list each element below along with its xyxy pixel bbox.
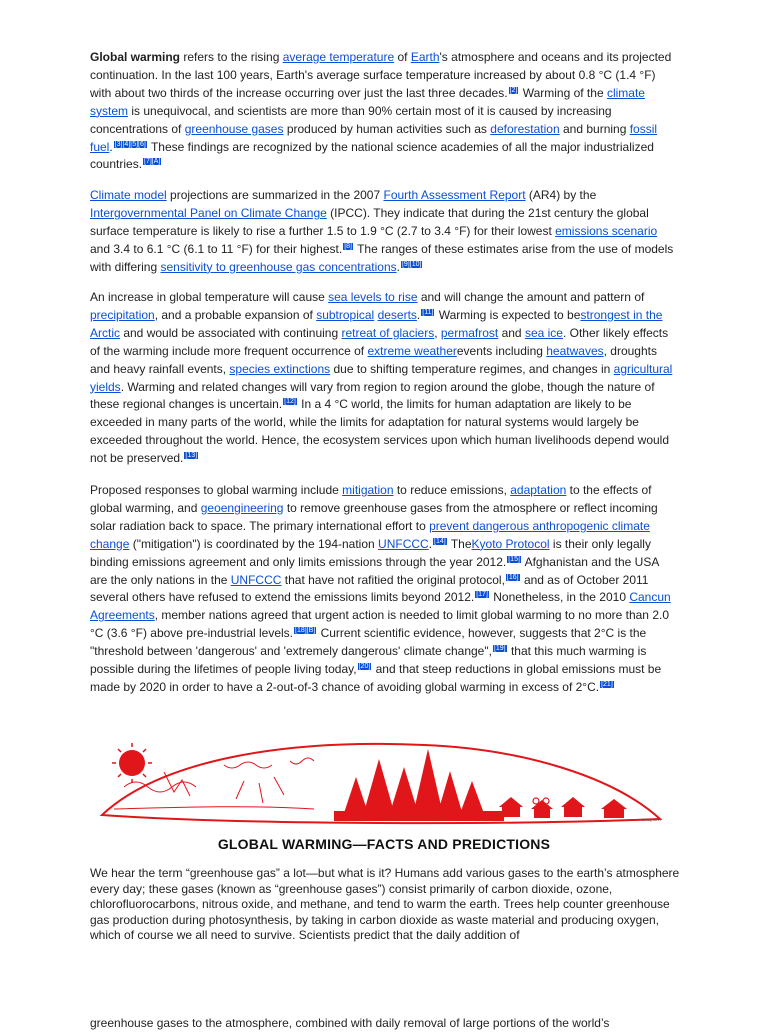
- ref-9-10[interactable]: [9][10]: [401, 260, 422, 268]
- forest-icon: [334, 749, 504, 821]
- link-climate-system[interactable]: climate system: [90, 85, 645, 118]
- ref-20[interactable]: [20]: [358, 663, 371, 671]
- ref-11[interactable]: [11]: [422, 308, 434, 316]
- link-cancun-agreements[interactable]: Cancun Agreements: [90, 590, 671, 623]
- ref-12[interactable]: [12]: [284, 398, 296, 406]
- link-greenhouse-gases[interactable]: greenhouse gases: [184, 121, 284, 136]
- link-prevent-dangerous-climate-change[interactable]: prevent dangerous anthropogenic climate change: [90, 518, 650, 551]
- section-title: GLOBAL WARMING—FACTS AND PREDICTIONS: [217, 836, 551, 852]
- ref-7-a[interactable]: [7][A]: [144, 158, 161, 166]
- link-average-temperature[interactable]: average temperature: [282, 50, 395, 64]
- link-ipcc[interactable]: Intergovernmental Panel on Climate Change: [90, 205, 327, 220]
- link-precipitation[interactable]: precipitation: [90, 307, 155, 322]
- link-species-extinctions[interactable]: species extinctions: [229, 361, 331, 376]
- term-global-warming: Global warming: [90, 50, 181, 64]
- sun-icon: [119, 750, 145, 776]
- link-permafrost[interactable]: permafrost: [440, 325, 499, 340]
- ref-8[interactable]: [8]: [344, 242, 352, 250]
- link-emissions-scenario[interactable]: emissions scenario: [555, 223, 658, 238]
- ref-13[interactable]: [13]: [185, 452, 198, 460]
- ref-21[interactable]: [21]: [601, 680, 613, 688]
- link-agricultural-yields[interactable]: agricultural yields: [90, 361, 673, 394]
- link-adaptation[interactable]: adaptation: [510, 483, 567, 497]
- climate-banner-drawing: [94, 737, 670, 837]
- essay-continued-line: greenhouse gases to the atmosphere, combined with daily removal of large portions of the world’s: [90, 1016, 610, 1030]
- link-deserts[interactable]: deserts: [377, 307, 417, 322]
- article-paragraph-3: An increase in global temperature will cause sea levels to rise and will change the amount and pattern of precipitation, and a probable expansion of subtropical deserts. [11] Warming is expected to bestrongest in the Arctic and would be associated with continuing retreat of glaciers, permafrost and sea ice. Other likely effects of the warming include more frequent occurrence of extreme weatherevents including heatwaves, droughts and heavy rainfall events, species extinctions due to shifting temperature regimes, and changes in agricultural yields. Warming and related changes will vary from region to region around the globe, though the nature of these regional changes is uncertain. [12] In a 4 °C world, the limits for human adaptation are likely to be exceeded in many parts of the world, while the limits for adaptation for natural systems would largely be exceeded throughout the world. Hence, the ecosystem services upon which human livelihoods depend would not be preserved. [13]: [90, 290, 673, 466]
- link-extreme-weather[interactable]: extreme weather: [367, 343, 457, 358]
- article-paragraph-4: Proposed responses to global warming include mitigation to reduce emissions, adaptation to the effects of global warming, and geoengineering to remove greenhouse gases from the atmosphere or reflect incoming solar radiation back to space. The primary international effort to prevent dangerous anthropogenic climate change ("mitigation") is coordinated by the 194-nation UNFCCC. [14] TheKyoto Protocol is their only legally binding emissions agreement and only limits emissions through the year 2012. [15] Afghanistan and the USA are the only nations in the UNFCCC that have not rafitied the original protocol, [16] and as of October 2011 several others have refused to extend the emissions limits beyond 2012. [17] Nonetheless, in the 2010 Cancun Agreements, member nations agreed that urgent action is needed to limit global warming to no more than 2.0 °C (3.6 °F) above pre-industrial levels. [18][B] Current scientific evidence, however, suggests that 2°C is the "threshold between 'dangerous' and 'extremely dangerous' climate change", [19] that this much warming is possible during the lifetimes of people living today, [20] and that steep reductions in global emissions must be made by 2020 in order to have a 2-out-of-3 chance of avoiding global warming in excess of 2°C. [21]: [90, 483, 671, 694]
- link-deforestation[interactable]: deforestation: [490, 121, 560, 136]
- ref-14[interactable]: [14]: [434, 537, 446, 545]
- ref-3-6[interactable]: [3][4][5][6]: [114, 140, 146, 148]
- link-retreat-of-glaciers[interactable]: retreat of glaciers: [341, 325, 435, 340]
- ref-2[interactable]: [2]: [509, 86, 518, 94]
- ref-15[interactable]: [15]: [508, 555, 520, 563]
- link-fossil-fuel[interactable]: fossil fuel: [90, 121, 658, 154]
- ref-19[interactable]: [19]: [493, 645, 506, 653]
- ref-18-b[interactable]: [18][B]: [295, 627, 316, 635]
- essay-paragraph: We hear the term “greenhouse gas” a lot—but what is it? Humans add various gases to the earth’s atmosphere every day; these gases (known as “greenhouse gases”) consist primarily of carbon dioxide, ozone, chlorofluorocarbons, nitrous oxide, and methane, and tend to warm the earth. Trees help counter greenhouse gas production during photosynthesis, by taking in carbon dioxide as waste material and producing oxygen, which of course we all need to survive. Scientists predict that the daily addition of: [90, 866, 680, 943]
- link-arctic[interactable]: strongest in the Arctic: [90, 307, 663, 340]
- ref-16[interactable]: [16]: [506, 573, 519, 581]
- artist-signature: Doug Kinn: [642, 817, 661, 822]
- ref-17[interactable]: [17]: [476, 591, 488, 599]
- link-unfccc-2[interactable]: UNFCCC: [230, 572, 282, 587]
- link-mitigation[interactable]: mitigation: [342, 483, 394, 497]
- article-paragraph-2: Climate model projections are summarized in the 2007 Fourth Assessment Report (AR4) by the Intergovernmental Panel on Climate Change (IPCC). They indicate that during the 21st century the global surface temperature is likely to rise a further 1.5 to 1.9 °C (2.7 to 3.4 °F) for their lowest emissions scenario and 3.4 to 6.1 °C (6.1 to 11 °F) for their highest. [8] The ranges of these estimates arise from the use of models with differing sensitivity to greenhouse gas concentrations. [9][10]: [90, 188, 674, 274]
- link-sea-ice[interactable]: sea ice: [524, 325, 563, 340]
- link-climate-sensitivity[interactable]: sensitivity to greenhouse gas concentrations: [160, 259, 397, 274]
- link-sea-level-rise[interactable]: sea levels to rise: [328, 290, 418, 304]
- link-climate-model[interactable]: Climate model: [90, 188, 167, 202]
- article-paragraph-1: Global warming refers to the rising average temperature of Earth's atmosphere and oceans and its projected continuation. In the last 100 years, Earth's average surface temperature increased by about 0.8 °C (1.4 °F) with about two thirds of the increase occurring over just the last three decades. [2] Warming of the climate system is unequivocal, and scientists are more than 90% certain most of it is caused by increasing concentrations of greenhouse gases produced by human activities such as deforestation and burning fossil fuel. [3][4][5][6] These findings are recognized by the national science academies of all the major industrialized countries. [7][A]: [90, 50, 672, 172]
- link-subtropical[interactable]: subtropical: [316, 307, 375, 322]
- link-fourth-assessment-report[interactable]: Fourth Assessment Report: [383, 188, 526, 202]
- link-kyoto-protocol[interactable]: Kyoto Protocol: [471, 536, 550, 551]
- link-unfccc[interactable]: UNFCCC: [378, 536, 429, 551]
- link-geoengineering[interactable]: geoengineering: [200, 500, 284, 515]
- houses-icon: [499, 797, 627, 818]
- link-heatwaves[interactable]: heatwaves: [546, 343, 604, 358]
- link-earth[interactable]: Earth: [410, 50, 440, 64]
